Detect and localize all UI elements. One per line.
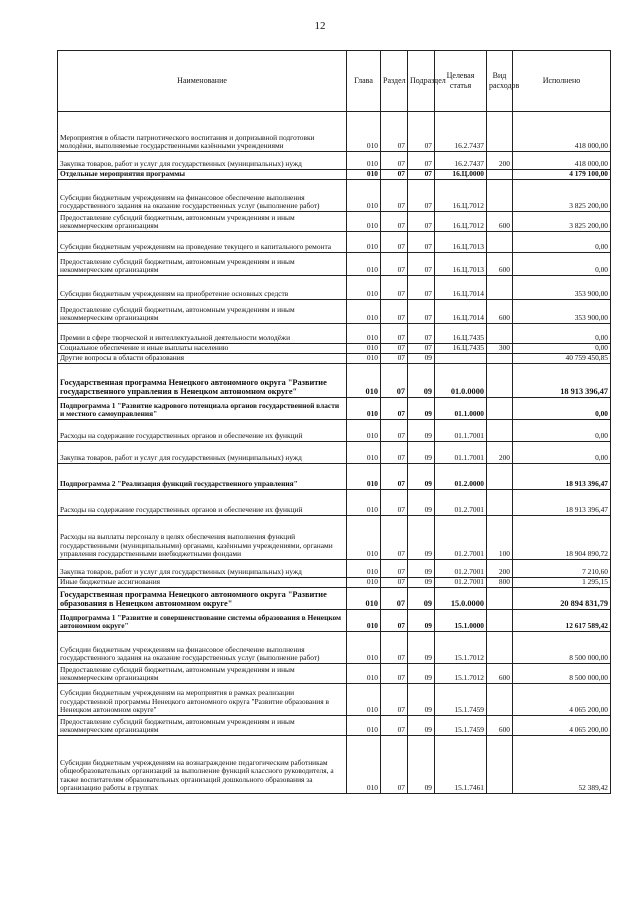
row-glava: 010 [347,578,381,588]
row-glava: 010 [347,324,381,344]
row-razdel: 07 [381,276,408,300]
row-vid [487,398,513,420]
row-vid: 600 [487,664,513,684]
table-row [58,516,611,560]
row-celevaya: 01.2.0000 [435,464,487,490]
row-ispolneno: 3 825 200,00 [513,180,611,212]
table-row [58,152,611,170]
row-vid [487,490,513,516]
row-ispolneno: 7 210,60 [513,560,611,578]
row-podrazdel: 07 [408,232,435,253]
table-row [58,180,611,212]
header-celevaya: Целевая статья [435,51,487,112]
row-name: Субсидии бюджетным учреждениям на проведение текущего и капитального ремонта [58,232,347,253]
table-row [58,364,611,398]
table-row [58,253,611,276]
row-celevaya: 01.2.7001 [435,490,487,516]
row-glava: 010 [347,170,381,180]
row-celevaya: 01.2.7001 [435,560,487,578]
header-glava: Глава [347,51,381,112]
row-razdel: 07 [381,300,408,324]
row-name: Закупка товаров, работ и услуг для государственных (муниципальных) нужд [58,152,347,170]
row-ispolneno: 353 900,00 [513,300,611,324]
row-podrazdel: 09 [408,684,435,716]
row-glava: 010 [347,588,381,610]
row-celevaya: 01.1.0000 [435,398,487,420]
row-name: Предоставление субсидий бюджетным, автономным учреждениям и иным некоммерческим организациям [58,253,347,276]
row-vid: 600 [487,716,513,736]
table-row [58,560,611,578]
row-glava: 010 [347,716,381,736]
row-celevaya: 16.2.7437 [435,112,487,152]
row-name: Премии в сфере творческой и интеллектуальной деятельности молодёжи [58,324,347,344]
row-podrazdel: 09 [408,560,435,578]
row-podrazdel: 09 [408,490,435,516]
row-celevaya: 15.0.0000 [435,588,487,610]
row-podrazdel: 09 [408,442,435,464]
row-celevaya: 16.Ц.7013 [435,232,487,253]
row-celevaya: 15.1.7459 [435,684,487,716]
row-podrazdel: 09 [408,398,435,420]
row-razdel: 07 [381,610,408,632]
row-razdel: 07 [381,560,408,578]
row-vid [487,354,513,364]
row-ispolneno: 0,00 [513,442,611,464]
header-vid: Вид расходов [487,51,513,112]
row-celevaya: 16.Ц.7013 [435,253,487,276]
row-ispolneno: 418 000,00 [513,152,611,170]
table-header-row [58,51,611,112]
page-number: 12 [314,20,326,32]
row-ispolneno: 0,00 [513,420,611,442]
row-razdel: 07 [381,253,408,276]
row-name: Иные бюджетные ассигнования [58,578,347,588]
row-razdel: 07 [381,212,408,232]
row-podrazdel: 09 [408,516,435,560]
row-glava: 010 [347,300,381,324]
row-ispolneno: 4 065 200,00 [513,684,611,716]
row-podrazdel: 09 [408,716,435,736]
row-celevaya: 15.1.7459 [435,716,487,736]
row-vid: 800 [487,578,513,588]
row-ispolneno: 0,00 [513,344,611,354]
row-vid: 600 [487,253,513,276]
row-celevaya: 16.Ц.0000 [435,170,487,180]
table-row [58,232,611,253]
table-row [58,664,611,684]
row-razdel: 07 [381,324,408,344]
row-podrazdel: 07 [408,253,435,276]
row-name: Расходы на содержание государственных органов и обеспечение их функций [58,490,347,516]
row-razdel: 07 [381,578,408,588]
row-vid [487,632,513,664]
row-podrazdel: 09 [408,588,435,610]
row-razdel: 07 [381,464,408,490]
row-vid: 100 [487,516,513,560]
row-name: Субсидии бюджетным учреждениям на финансовое обеспечение выполнения государственного задания на оказание государственных услуг (выполнение работ) [58,632,347,664]
row-ispolneno: 353 900,00 [513,276,611,300]
row-name: Расходы на выплаты персоналу в целях обеспечения выполнения функций государственными (муниципальными) органами, казёнными учреждениями, органами управления государственными внебюджетными фондами [58,516,347,560]
row-podrazdel: 09 [408,632,435,664]
row-glava: 010 [347,364,381,398]
row-ispolneno: 18 913 396,47 [513,490,611,516]
header-razdel: Раздел [381,51,408,112]
row-ispolneno: 3 825 200,00 [513,212,611,232]
row-celevaya: 16.Ц.7014 [435,300,487,324]
row-razdel: 07 [381,716,408,736]
row-vid [487,180,513,212]
row-name: Предоставление субсидий бюджетным, автономным учреждениям и иным некоммерческим организациям [58,212,347,232]
row-ispolneno: 0,00 [513,253,611,276]
row-podrazdel: 07 [408,180,435,212]
row-vid [487,276,513,300]
row-celevaya: 16.Ц.7014 [435,276,487,300]
table-row [58,684,611,716]
row-celevaya: 01.0.0000 [435,364,487,398]
row-glava: 010 [347,684,381,716]
table-row [58,464,611,490]
row-ispolneno: 8 500 000,00 [513,632,611,664]
row-podrazdel: 09 [408,578,435,588]
row-vid [487,364,513,398]
row-razdel: 07 [381,736,408,794]
row-podrazdel: 09 [408,354,435,364]
row-razdel: 07 [381,344,408,354]
header-name: Наименование [58,51,347,112]
row-celevaya: 15.1.7461 [435,736,487,794]
row-ispolneno: 1 295,15 [513,578,611,588]
row-ispolneno: 12 617 589,42 [513,610,611,632]
row-vid [487,588,513,610]
row-name: Государственная программа Ненецкого автономного округа "Развитие образования в Ненецком автономном округе" [58,588,347,610]
row-glava: 010 [347,490,381,516]
row-razdel: 07 [381,398,408,420]
table-row [58,300,611,324]
row-ispolneno: 8 500 000,00 [513,664,611,684]
row-ispolneno: 18 913 396,47 [513,364,611,398]
row-vid: 600 [487,212,513,232]
header-ispolneno: Исполнено [513,51,611,112]
table-row [58,490,611,516]
row-name: Закупка товаров, работ и услуг для государственных (муниципальных) нужд [58,560,347,578]
row-ispolneno: 18 913 396,47 [513,464,611,490]
row-podrazdel: 09 [408,664,435,684]
row-celevaya: 15.1.0000 [435,610,487,632]
row-podrazdel: 07 [408,300,435,324]
table-row [58,716,611,736]
row-glava: 010 [347,464,381,490]
row-glava: 010 [347,253,381,276]
row-podrazdel: 07 [408,152,435,170]
row-glava: 010 [347,152,381,170]
row-name: Субсидии бюджетным учреждениям на приобретение основных средств [58,276,347,300]
row-podrazdel: 07 [408,170,435,180]
row-name: Подпрограмма 1 "Развитие кадрового потенциала органов государственной власти и местного самоуправления" [58,398,347,420]
row-glava: 010 [347,398,381,420]
row-celevaya: 15.1.7012 [435,664,487,684]
row-ispolneno: 418 000,00 [513,112,611,152]
row-razdel: 07 [381,490,408,516]
row-glava: 010 [347,610,381,632]
row-name: Предоставление субсидий бюджетным, автономным учреждениям и иным некоммерческим организациям [58,300,347,324]
row-name: Предоставление субсидий бюджетным, автономным учреждениям и иным некоммерческим организациям [58,716,347,736]
row-vid: 600 [487,300,513,324]
row-ispolneno: 4 179 100,00 [513,170,611,180]
row-celevaya: 01.1.7001 [435,420,487,442]
row-name: Другие вопросы в области образования [58,354,347,364]
row-podrazdel: 09 [408,364,435,398]
table-row [58,112,611,152]
row-podrazdel: 09 [408,736,435,794]
table-row [58,344,611,354]
row-glava: 010 [347,516,381,560]
row-glava: 010 [347,442,381,464]
row-vid [487,420,513,442]
row-name: Отдельные мероприятия программы [58,170,347,180]
row-name: Расходы на содержание государственных органов и обеспечение их функций [58,420,347,442]
row-celevaya: 16.Ц.7012 [435,212,487,232]
row-vid [487,232,513,253]
table-row [58,736,611,794]
row-celevaya: 15.1.7012 [435,632,487,664]
row-podrazdel: 09 [408,610,435,632]
row-glava: 010 [347,212,381,232]
row-name: Мероприятия в области патриотического воспитания и допризывной подготовки молодёжи, выполняемые государственными казёнными учреждениями [58,112,347,152]
row-ispolneno: 20 894 831,79 [513,588,611,610]
row-ispolneno: 40 759 450,85 [513,354,611,364]
budget-table [57,50,611,794]
row-glava: 010 [347,560,381,578]
row-razdel: 07 [381,632,408,664]
table-row [58,420,611,442]
row-vid [487,112,513,152]
table-row [58,588,611,610]
table-row [58,170,611,180]
row-glava: 010 [347,112,381,152]
row-podrazdel: 07 [408,112,435,152]
row-vid: 300 [487,344,513,354]
row-razdel: 07 [381,664,408,684]
row-glava: 010 [347,664,381,684]
row-razdel: 07 [381,516,408,560]
table-row [58,632,611,664]
row-name: Государственная программа Ненецкого автономного округа "Развитие государственного управления в Ненецком автономном округе" [58,364,347,398]
row-glava: 010 [347,276,381,300]
row-celevaya: 01.2.7001 [435,578,487,588]
row-podrazdel: 07 [408,324,435,344]
row-vid [487,684,513,716]
row-vid [487,736,513,794]
row-razdel: 07 [381,112,408,152]
row-celevaya: 16.Ц.7435 [435,324,487,344]
row-razdel: 07 [381,442,408,464]
table-row [58,324,611,344]
row-ispolneno: 52 389,42 [513,736,611,794]
row-glava: 010 [347,180,381,212]
row-name: Закупка товаров, работ и услуг для государственных (муниципальных) нужд [58,442,347,464]
row-ispolneno: 0,00 [513,324,611,344]
row-podrazdel: 07 [408,276,435,300]
row-razdel: 07 [381,588,408,610]
row-podrazdel: 09 [408,464,435,490]
row-celevaya: 01.2.7001 [435,516,487,560]
row-razdel: 07 [381,232,408,253]
row-podrazdel: 09 [408,420,435,442]
row-vid [487,170,513,180]
row-podrazdel: 07 [408,344,435,354]
row-name: Подпрограмма 1 "Развитие и совершенствование системы образования в Ненецком автономном округе" [58,610,347,632]
table-row [58,610,611,632]
table-row [58,398,611,420]
table-body [58,112,611,794]
row-razdel: 07 [381,364,408,398]
row-name: Субсидии бюджетным учреждениям на финансовое обеспечение выполнения государственного задания на оказание государственных услуг (выполнение работ) [58,180,347,212]
row-vid [487,324,513,344]
row-razdel: 07 [381,420,408,442]
row-razdel: 07 [381,354,408,364]
table-row [58,276,611,300]
row-celevaya: 16.Ц.7012 [435,180,487,212]
row-name: Подпрограмма 2 "Реализация функций государственного управления" [58,464,347,490]
header-podrazdel: Подраздел [408,51,435,112]
row-name: Субсидии бюджетным учреждениям на вознаграждение педагогическим работникам общеобразовательных организаций за выполнение функций классного руководителя, а также воспитателям образовательных организаций дошкольного образования за организацию работы в группах [58,736,347,794]
row-vid: 200 [487,442,513,464]
table-row [58,354,611,364]
row-razdel: 07 [381,684,408,716]
row-glava: 010 [347,354,381,364]
row-glava: 010 [347,420,381,442]
row-vid: 200 [487,560,513,578]
row-name: Предоставление субсидий бюджетным, автономным учреждениям и иным некоммерческим организациям [58,664,347,684]
row-ispolneno: 4 065 200,00 [513,716,611,736]
table-row [58,578,611,588]
row-podrazdel: 07 [408,212,435,232]
row-name: Субсидии бюджетным учреждениям на мероприятия в рамках реализации государственной программы Ненецкого автономного округа "Развитие образования в Ненецком автономном округе" [58,684,347,716]
row-glava: 010 [347,344,381,354]
table-row [58,442,611,464]
row-celevaya: 01.1.7001 [435,442,487,464]
row-ispolneno: 0,00 [513,232,611,253]
row-celevaya [435,354,487,364]
row-ispolneno: 0,00 [513,398,611,420]
row-glava: 010 [347,736,381,794]
row-celevaya: 16.2.7437 [435,152,487,170]
row-vid [487,464,513,490]
row-name: Социальное обеспечение и иные выплаты населению [58,344,347,354]
row-vid [487,610,513,632]
row-ispolneno: 18 904 890,72 [513,516,611,560]
row-razdel: 07 [381,152,408,170]
row-vid: 200 [487,152,513,170]
row-glava: 010 [347,632,381,664]
row-razdel: 07 [381,170,408,180]
row-glava: 010 [347,232,381,253]
row-celevaya: 16.Ц.7435 [435,344,487,354]
row-razdel: 07 [381,180,408,212]
table-row [58,212,611,232]
